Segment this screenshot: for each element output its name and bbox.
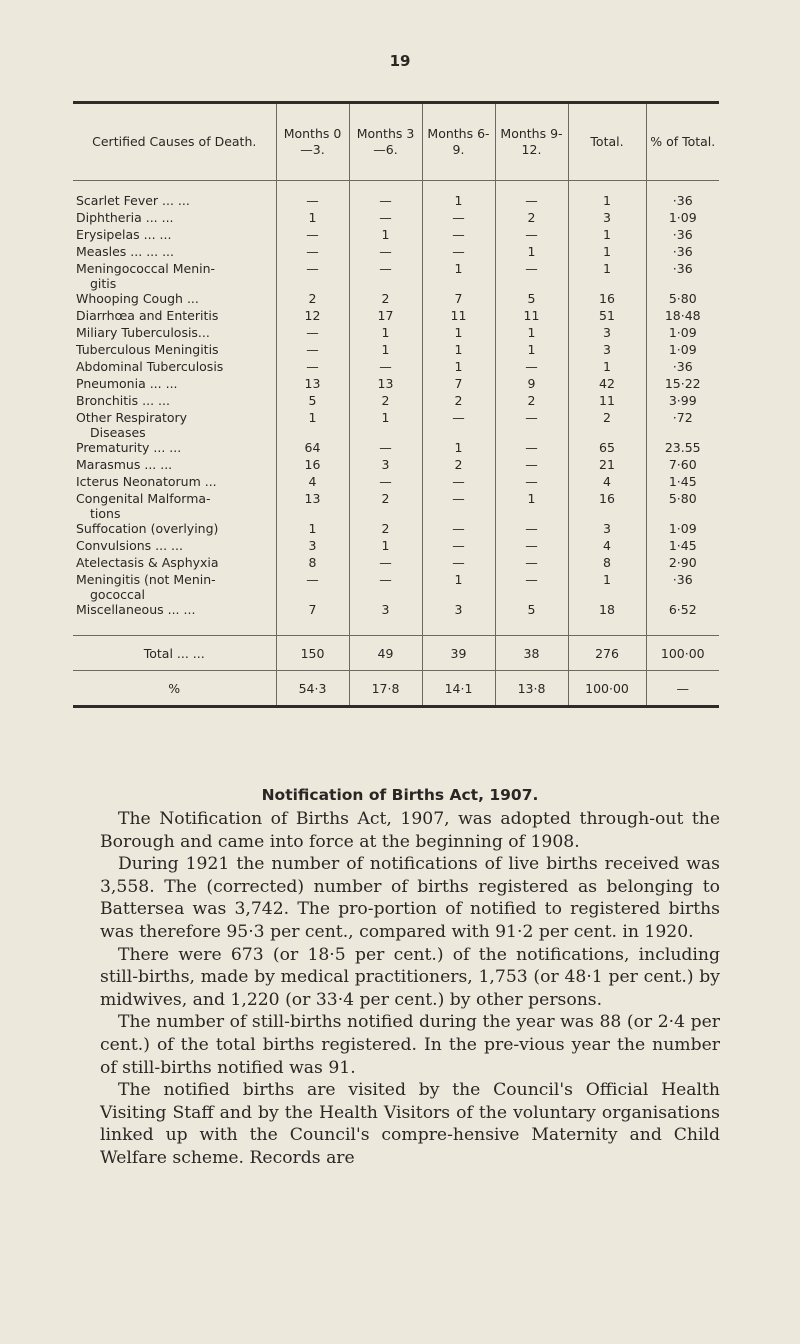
cell-m36: 1 xyxy=(349,325,422,342)
cell-m03: — xyxy=(276,261,349,291)
cell-pct: ·36 xyxy=(672,227,693,242)
total-m912: 38 xyxy=(495,636,568,671)
cause-name: Scarlet Fever ... ... xyxy=(76,193,190,208)
cell-m69: — xyxy=(422,538,495,555)
cell-m912: 5 xyxy=(495,291,568,308)
cell-m912: 1 xyxy=(495,325,568,342)
cell-m912: — xyxy=(495,193,568,210)
cell-total: 4 xyxy=(568,474,646,491)
cell-m03: 1 xyxy=(276,521,349,538)
cell-m912: 1 xyxy=(495,491,568,521)
cell-total: 16 xyxy=(568,491,646,521)
cell-m36: 1 xyxy=(349,227,422,244)
paragraph: There were 673 (or 18·5 per cent.) of the notifications, including still-births, made by medical practitioners, 1,753 (or 48·1 per cent.) by midwives, and 1,220 (or 33·4 per cent.) by other persons. xyxy=(100,944,720,1010)
percent-m36: 17·8 xyxy=(349,671,422,706)
cell-m912: 2 xyxy=(495,210,568,227)
cause-cell xyxy=(73,291,276,308)
cell-m03: — xyxy=(276,572,349,602)
cell-m36: 1 xyxy=(349,410,422,440)
cell-m912: — xyxy=(495,261,568,291)
cell-m912: 2 xyxy=(495,393,568,410)
header-months-6-9: Months 6-9. xyxy=(422,104,495,181)
cause-name: Miliary Tuberculosis... xyxy=(76,325,210,340)
cause-name: Convulsions ... ... xyxy=(76,538,183,553)
cell-m36: 1 xyxy=(349,538,422,555)
cell-m03: — xyxy=(276,244,349,261)
percent-row xyxy=(73,671,719,706)
cell-m03: — xyxy=(276,325,349,342)
cell-pct: ·36 xyxy=(672,261,693,276)
spacer-row xyxy=(73,619,719,636)
cell-m03: 13 xyxy=(276,491,349,521)
cell-total: 11 xyxy=(568,393,646,410)
cell-m69: 7 xyxy=(422,291,495,308)
cell-pct: 1·09 xyxy=(668,210,697,225)
cell-total: 1 xyxy=(568,244,646,261)
cause-name: Meningococcal Menin- xyxy=(76,261,216,276)
cell-total: 1 xyxy=(568,359,646,376)
table-row xyxy=(73,440,719,457)
header-months-0-3: Months 0—3. xyxy=(276,104,349,181)
total-m36: 49 xyxy=(349,636,422,671)
table-row xyxy=(73,555,719,572)
cell-total: 65 xyxy=(568,440,646,457)
cell-m36: — xyxy=(349,474,422,491)
table-body xyxy=(73,181,719,620)
cell-m36: 1 xyxy=(349,342,422,359)
table-row xyxy=(73,538,719,555)
cell-m69: — xyxy=(422,555,495,572)
cause-name: Prematurity ... ... xyxy=(76,440,182,455)
cause-cell xyxy=(73,602,276,619)
table-row xyxy=(73,210,719,227)
cell-total: 16 xyxy=(568,291,646,308)
cell-total: 18 xyxy=(568,602,646,619)
cell-m912: — xyxy=(495,359,568,376)
table-row xyxy=(73,602,719,619)
cell-pct: 1·45 xyxy=(668,538,697,553)
table-row xyxy=(73,308,719,325)
cause-cell xyxy=(73,538,276,555)
cell-total: 1 xyxy=(568,261,646,291)
cause-cell xyxy=(73,325,276,342)
cell-m69: — xyxy=(422,521,495,538)
cell-m36: — xyxy=(349,244,422,261)
cell-m69: 7 xyxy=(422,376,495,393)
cell-m912: — xyxy=(495,474,568,491)
cell-pct: 1·09 xyxy=(668,342,697,357)
header-total: Total. xyxy=(568,104,646,181)
cell-m03: 3 xyxy=(276,538,349,555)
cell-total: 3 xyxy=(568,325,646,342)
cell-pct: ·36 xyxy=(672,359,693,374)
cell-m03: 8 xyxy=(276,555,349,572)
cell-m36: 3 xyxy=(349,457,422,474)
cause-cell xyxy=(73,308,276,325)
cell-pct: ·36 xyxy=(672,572,693,587)
percent-m69: 14·1 xyxy=(422,671,495,706)
cell-m69: 1 xyxy=(422,440,495,457)
cell-total: 2 xyxy=(568,410,646,440)
cause-name: Marasmus ... ... xyxy=(76,457,173,472)
cause-name: Abdominal Tuberculosis xyxy=(76,359,224,374)
causes-of-death-table xyxy=(73,101,719,708)
cell-m912: 11 xyxy=(495,308,568,325)
cell-m912: — xyxy=(495,572,568,602)
cause-name: Diarrhœa and Enteritis xyxy=(76,308,219,323)
cell-total: 1 xyxy=(568,572,646,602)
cause-cell xyxy=(73,393,276,410)
spacer-row xyxy=(73,181,719,194)
cause-name: Diphtheria ... ... xyxy=(76,210,174,225)
cell-m912: — xyxy=(495,440,568,457)
cause-cell xyxy=(73,521,276,538)
table-row xyxy=(73,325,719,342)
total-total: 276 xyxy=(568,636,646,671)
cell-m69: 2 xyxy=(422,393,495,410)
percent-total: 100·00 xyxy=(568,671,646,706)
table-row xyxy=(73,227,719,244)
cell-total: 4 xyxy=(568,538,646,555)
cell-total: 3 xyxy=(568,521,646,538)
cell-total: 42 xyxy=(568,376,646,393)
cause-cell xyxy=(73,491,276,521)
cause-cell xyxy=(73,474,276,491)
table-row xyxy=(73,342,719,359)
cell-m69: — xyxy=(422,410,495,440)
cause-name-continued: gitis xyxy=(90,276,117,291)
cause-name: Pneumonia ... ... xyxy=(76,376,178,391)
cell-total: 8 xyxy=(568,555,646,572)
table-row xyxy=(73,474,719,491)
cell-pct: 1·09 xyxy=(668,325,697,340)
cell-m03: 12 xyxy=(276,308,349,325)
header-months-3-6: Months 3—6. xyxy=(349,104,422,181)
table-row xyxy=(73,393,719,410)
cell-pct: 7·60 xyxy=(668,457,697,472)
cause-cell xyxy=(73,376,276,393)
total-label: Total ... ... xyxy=(73,636,276,671)
cell-pct: ·36 xyxy=(672,193,693,208)
cell-pct: 15·22 xyxy=(664,376,701,391)
cause-name: Icterus Neonatorum ... xyxy=(76,474,217,489)
cell-pct: ·72 xyxy=(672,410,693,425)
cause-cell xyxy=(73,261,276,291)
cell-total: 1 xyxy=(568,193,646,210)
cell-m912: — xyxy=(495,457,568,474)
cause-name: Congenital Malforma- xyxy=(76,491,211,506)
cell-m36: — xyxy=(349,193,422,210)
cell-m69: 2 xyxy=(422,457,495,474)
cell-m03: 64 xyxy=(276,440,349,457)
cell-m03: 1 xyxy=(276,410,349,440)
percent-pct: — xyxy=(676,680,689,696)
cell-m912: 5 xyxy=(495,602,568,619)
cell-m69: — xyxy=(422,210,495,227)
cell-pct: 1·09 xyxy=(668,521,697,536)
cell-total: 21 xyxy=(568,457,646,474)
header-months-9-12: Months 9-12. xyxy=(495,104,568,181)
cause-cell xyxy=(73,193,276,210)
table-header-row xyxy=(73,104,719,181)
cause-name: Erysipelas ... ... xyxy=(76,227,172,242)
cell-m36: — xyxy=(349,359,422,376)
cell-total: 3 xyxy=(568,210,646,227)
body-text xyxy=(100,808,720,1170)
cell-m36: — xyxy=(349,210,422,227)
cause-name-continued: gococcal xyxy=(90,587,145,602)
table-row xyxy=(73,457,719,474)
percent-label: % xyxy=(73,671,276,706)
cell-m69: — xyxy=(422,491,495,521)
cell-pct: 1·45 xyxy=(668,474,697,489)
cause-cell xyxy=(73,359,276,376)
cell-m03: 2 xyxy=(276,291,349,308)
cause-cell xyxy=(73,244,276,261)
cell-m69: 1 xyxy=(422,325,495,342)
cause-name: Measles ... ... ... xyxy=(76,244,175,259)
cell-m912: — xyxy=(495,538,568,555)
cause-name: Atelectasis & Asphyxia xyxy=(76,555,219,570)
cell-m03: — xyxy=(276,227,349,244)
cell-m69: 1 xyxy=(422,193,495,210)
cell-m912: 1 xyxy=(495,244,568,261)
table-row xyxy=(73,261,719,291)
table-row xyxy=(73,521,719,538)
cell-m912: — xyxy=(495,410,568,440)
cell-m69: — xyxy=(422,227,495,244)
header-percent: % of Total. xyxy=(646,104,719,181)
cell-m912: 1 xyxy=(495,342,568,359)
cell-total: 3 xyxy=(568,342,646,359)
cell-m36: — xyxy=(349,572,422,602)
cell-m36: 13 xyxy=(349,376,422,393)
cause-name: Suffocation (overlying) xyxy=(76,521,219,536)
cell-m36: 3 xyxy=(349,602,422,619)
cell-m69: — xyxy=(422,474,495,491)
cell-total: 1 xyxy=(568,227,646,244)
cell-m03: 5 xyxy=(276,393,349,410)
percent-m03: 54·3 xyxy=(276,671,349,706)
percent-m912: 13·8 xyxy=(495,671,568,706)
cell-pct: 18·48 xyxy=(664,308,701,323)
cause-cell xyxy=(73,410,276,440)
cell-m69: 1 xyxy=(422,261,495,291)
cause-name: Other Respiratory xyxy=(76,410,188,425)
cell-pct: 2·90 xyxy=(668,555,697,570)
cause-name: Whooping Cough ... xyxy=(76,291,199,306)
cell-m69: 11 xyxy=(422,308,495,325)
cause-name-continued: Diseases xyxy=(90,425,146,440)
table-row xyxy=(73,491,719,521)
table-row xyxy=(73,410,719,440)
paragraph: The Notification of Births Act, 1907, was adopted through-out the Borough and came into force at the beginning of 1908. xyxy=(100,809,720,852)
table-row xyxy=(73,572,719,602)
cause-cell xyxy=(73,227,276,244)
cell-m03: 1 xyxy=(276,210,349,227)
table-row xyxy=(73,359,719,376)
table-footer xyxy=(73,619,719,705)
cause-name-continued: tions xyxy=(90,506,121,521)
total-pct: 100·00 xyxy=(646,636,719,671)
cell-total: 51 xyxy=(568,308,646,325)
cell-m03: 16 xyxy=(276,457,349,474)
table-row xyxy=(73,376,719,393)
table-row xyxy=(73,193,719,210)
cell-m912: 9 xyxy=(495,376,568,393)
cell-m69: — xyxy=(422,244,495,261)
cause-name: Tuberculous Meningitis xyxy=(76,342,219,357)
cell-m912: — xyxy=(495,521,568,538)
total-m69: 39 xyxy=(422,636,495,671)
cell-m36: 17 xyxy=(349,308,422,325)
cell-m36: — xyxy=(349,440,422,457)
header-cause: Certified Causes of Death. xyxy=(73,104,276,181)
cell-m36: 2 xyxy=(349,491,422,521)
cell-m03: 4 xyxy=(276,474,349,491)
cell-m03: — xyxy=(276,193,349,210)
section-title: Notification of Births Act, 1907. xyxy=(261,786,539,804)
cell-m912: — xyxy=(495,227,568,244)
paragraph: The number of still-births notified during the year was 88 (or 2·4 per cent.) of the total births registered. In the pre-vious year the number of still-births notified was 91. xyxy=(100,1012,720,1078)
cell-m03: 7 xyxy=(276,602,349,619)
cell-m912: — xyxy=(495,555,568,572)
cell-m69: 1 xyxy=(422,572,495,602)
cause-name: Bronchitis ... ... xyxy=(76,393,170,408)
cause-cell xyxy=(73,210,276,227)
cell-pct: 5·80 xyxy=(668,491,697,506)
cell-m36: — xyxy=(349,555,422,572)
cell-m36: 2 xyxy=(349,393,422,410)
total-m03: 150 xyxy=(276,636,349,671)
cause-cell xyxy=(73,342,276,359)
cell-m69: 1 xyxy=(422,342,495,359)
table-row xyxy=(73,244,719,261)
page-number: 19 xyxy=(389,52,411,70)
cell-pct: 5·80 xyxy=(668,291,697,306)
cell-m36: 2 xyxy=(349,291,422,308)
cell-m69: 3 xyxy=(422,602,495,619)
cause-cell xyxy=(73,457,276,474)
cause-cell xyxy=(73,572,276,602)
cell-pct: 23.55 xyxy=(664,440,701,455)
cause-cell xyxy=(73,440,276,457)
cause-name: Miscellaneous ... ... xyxy=(76,602,196,617)
cell-m69: 1 xyxy=(422,359,495,376)
cell-m36: — xyxy=(349,261,422,291)
paragraph: During 1921 the number of notifications of live births received was 3,558. The (corrected) number of births registered as belonging to Battersea was 3,742. The pro-portion of notified to registered births was therefore 95·3 per cent., compared with 91·2 per cent. in 1920. xyxy=(100,854,720,942)
total-row xyxy=(73,636,719,671)
cause-name: Meningitis (not Menin- xyxy=(76,572,216,587)
cell-m03: — xyxy=(276,359,349,376)
cell-m36: 2 xyxy=(349,521,422,538)
cell-m03: — xyxy=(276,342,349,359)
table-row xyxy=(73,291,719,308)
paragraph: The notified births are visited by the Council's Official Health Visiting Staff and by the Health Visitors of the voluntary organisations linked up with the Council's compre-hensive Maternity and Child Welfare scheme. Records are xyxy=(100,1080,720,1168)
cause-cell xyxy=(73,555,276,572)
cell-m03: 13 xyxy=(276,376,349,393)
cell-pct: 3·99 xyxy=(668,393,697,408)
cell-pct: ·36 xyxy=(672,244,693,259)
cell-pct: 6·52 xyxy=(668,602,697,617)
